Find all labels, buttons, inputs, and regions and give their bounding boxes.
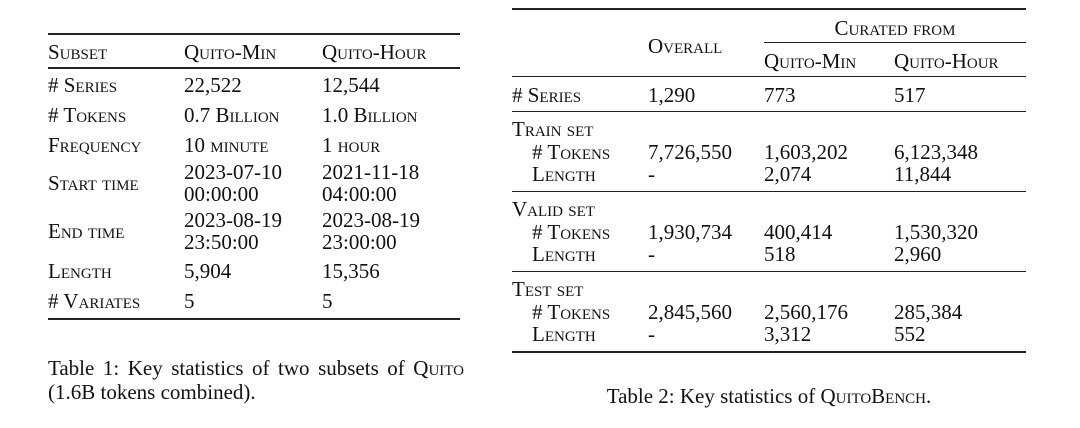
cell-value: 2,845,560 [648,300,732,324]
date-line: 2023-07-10 [184,160,282,184]
cell-value: - [648,322,655,346]
caption-text: Table 2: Key statistics of [606,384,821,408]
cell-value: 0.7 Billion [184,103,280,127]
table-2-header-curated-from: Curated from [764,9,1026,43]
caption-text: Table 1: Key statistics of two subsets of [48,356,414,380]
table-1-grid [48,33,460,320]
row-label: # Variates [48,289,141,313]
table-row [48,285,460,319]
cell-value: 5 [322,289,333,313]
group-title: Valid set [512,197,595,221]
row-label: Frequency [48,133,142,157]
cell-value: 2,560,176 [764,300,848,324]
row-label: # Tokens [532,220,611,244]
table-2-header-quito-min: Quito-Min [764,49,857,73]
time-line: 04:00:00 [322,182,397,206]
cell-value: 1 hour [322,133,381,157]
cell-value: 10 minute [184,133,269,157]
table-row [512,323,1026,352]
caption-text: . [926,384,932,408]
table-row [512,243,1026,272]
date-line: 2021-11-18 [322,160,420,184]
cell-value: 517 [894,83,926,107]
table-2-caption [512,384,1026,408]
table-row [48,68,460,99]
group-title-row [512,272,1026,302]
table-row [512,221,1026,243]
cell-value: 518 [764,242,796,266]
row-label: # Tokens [532,140,611,164]
cell-value: 400,414 [764,220,833,244]
table-1 [48,33,460,320]
row-label: # Series [48,73,118,97]
table-2 [512,8,1026,353]
cell-value [322,207,460,255]
time-line: 00:00:00 [184,182,259,206]
cell-value: 285,384 [894,300,963,324]
time-line: 23:50:00 [184,230,259,254]
cell-value: 552 [894,322,926,346]
cell-value: 5 [184,289,195,313]
row-label: # Tokens [532,300,611,324]
table-1-header-quito-hour: Quito-Hour [322,40,427,64]
cell-value [184,207,322,255]
table-1-header-row [48,34,460,68]
row-label: Length [48,259,112,283]
table-row [512,141,1026,163]
table-row [48,159,460,207]
date-line: 2023-08-19 [184,208,282,232]
cell-value: 1,290 [648,83,696,107]
table-2-header-row-1 [512,9,1026,43]
table-row [512,77,1026,112]
group-title-row [512,192,1026,222]
table-row [512,163,1026,192]
table-row [48,207,460,255]
group-title-row [512,112,1026,142]
table-1-header-subset: Subset [48,40,108,64]
cell-value: 6,123,348 [894,140,978,164]
row-label: Length [532,322,596,346]
row-label: Start time [48,171,139,195]
row-label: Length [532,162,596,186]
table-row [48,99,460,129]
cell-value: 11,844 [894,162,951,186]
row-label: # Series [512,83,582,107]
caption-text: (1.6B tokens combined). [48,380,256,404]
cell-value: 22,522 [184,73,242,97]
caption-benchmark-name: QuitoBench [820,384,927,408]
row-label: End time [48,219,125,243]
cell-value: 1,603,202 [764,140,848,164]
cell-value: 1,930,734 [648,220,732,244]
cell-value: 3,312 [764,322,812,346]
row-label: # Tokens [48,103,127,127]
cell-value: 1,530,320 [894,220,978,244]
row-label: Length [532,242,596,266]
cell-value: 773 [764,83,796,107]
table-2-header-row-2 [512,43,1026,77]
cell-value: 1.0 Billion [322,103,418,127]
cell-value: - [648,242,655,266]
cell-value: 5,904 [184,259,232,283]
cell-value: 15,356 [322,259,380,283]
table-row [48,129,460,159]
cell-value: - [648,162,655,186]
table-2-grid [512,8,1026,353]
table-1-caption [48,356,464,404]
cell-value [184,159,322,207]
table-row [48,255,460,285]
date-line: 2023-08-19 [322,208,420,232]
group-title: Test set [512,277,584,301]
table-2-header-quito-hour: Quito-Hour [894,49,999,73]
time-line: 23:00:00 [322,230,397,254]
cell-value [322,159,460,207]
table-row [512,301,1026,323]
cell-value: 2,074 [764,162,812,186]
table-2-header-overall: Overall [648,34,723,58]
cell-value: 12,544 [322,73,380,97]
table-1-header-quito-min: Quito-Min [184,40,277,64]
cell-value: 7,726,550 [648,140,732,164]
group-title: Train set [512,117,594,141]
cell-value: 2,960 [894,242,942,266]
caption-dataset-name: Quito [413,356,464,380]
